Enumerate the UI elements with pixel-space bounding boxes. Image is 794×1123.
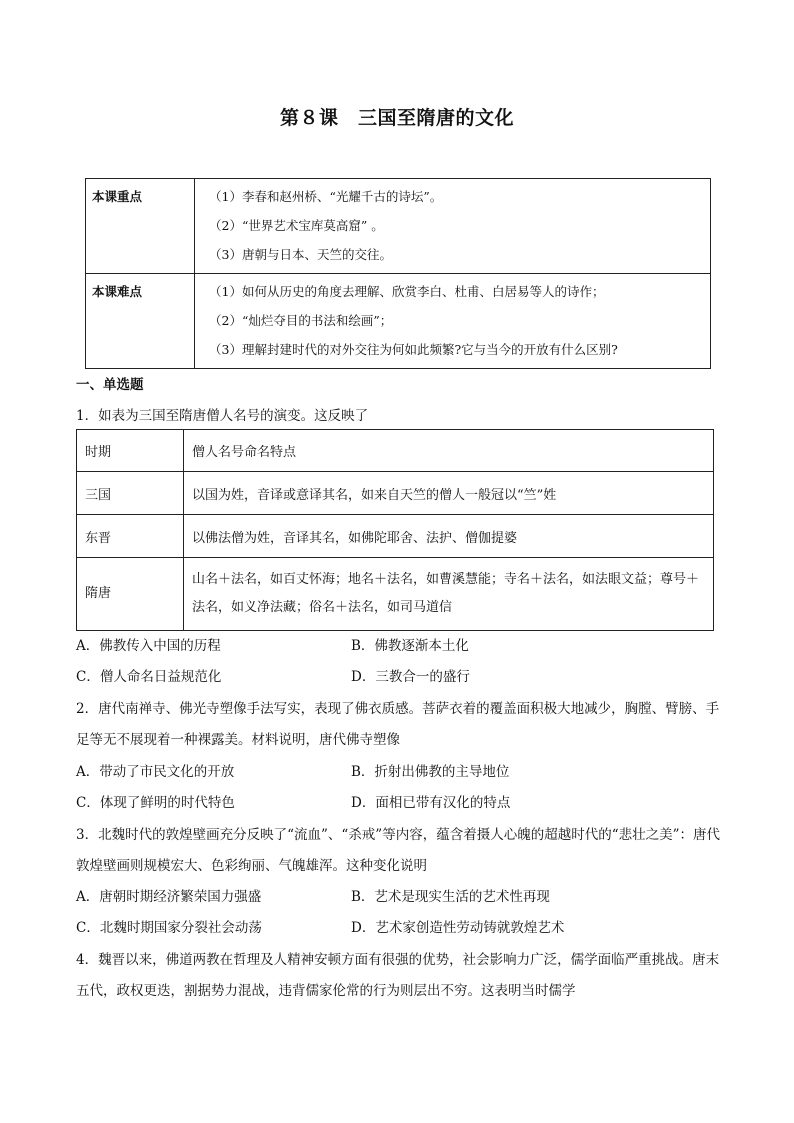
table-cell-period: 东晋 [77, 515, 184, 558]
focus-item: （3）唐朝与日本、天竺的交往。 [209, 247, 392, 262]
option-a[interactable]: A．唐朝时期经济繁荣国力强盛 [76, 889, 262, 905]
option-b[interactable]: B．折射出佛教的主导地位 [351, 764, 510, 780]
table-cell-feature: 山名＋法名，如百丈怀海；地名＋法名，如曹溪慧能；寺名＋法名，如法眼文益；尊号＋法名，如义净法藏；俗名＋法名，如司马道信 [184, 558, 714, 631]
question-stem: 4．魏晋以来，佛道两教在哲理及人精神安顿方面有很强的优势，社会影响力广泛，儒学面临严重挑战。唐末五代，政权更迭，割据势力混战，违背儒家伦常的行为则层出不穷。这表明当时儒学 [76, 952, 720, 999]
focus-heading-key-points: 本课重点 [86, 179, 195, 274]
table-header-cell: 时期 [77, 430, 184, 472]
question-stem: 1．如表为三国至隋唐僧人名号的演变。这反映了 [76, 408, 369, 424]
option-d[interactable]: D．三教合一的盛行 [351, 669, 470, 685]
option-b[interactable]: B．艺术是现实生活的艺术性再现 [351, 889, 550, 905]
monk-name-table [76, 429, 714, 631]
option-c[interactable]: C．僧人命名日益规范化 [76, 669, 222, 685]
option-c[interactable]: C．北魏时期国家分裂社会动荡 [76, 920, 262, 936]
table-cell-period: 三国 [77, 472, 184, 515]
focus-row-key-points [86, 179, 711, 274]
option-b[interactable]: B．佛教逐渐本土化 [351, 638, 469, 654]
table-cell-feature: 以佛法僧为姓，音译其名，如佛陀耶舍、法护、僧伽提婆 [184, 515, 714, 558]
table-header-cell: 僧人名号命名特点 [184, 430, 714, 472]
option-c[interactable]: C．体现了鲜明的时代特色 [76, 795, 235, 811]
question-2-options [76, 757, 726, 819]
focus-item: （2）“灿烂夺目的书法和绘画”； [209, 313, 393, 328]
question-4 [76, 945, 726, 1007]
page-title: 第８课 三国至隋唐的文化 [279, 107, 514, 129]
table-cell-period: 隋唐 [77, 558, 184, 631]
option-a[interactable]: A．佛教传入中国的历程 [76, 638, 221, 654]
option-d[interactable]: D．艺术家创造性劳动铸就敦煌艺术 [351, 920, 565, 936]
question-stem: 3．北魏时代的敦煌壁画充分反映了“流血”、“杀戒”等内容，蕴含着摄人心魄的超越时代的“悲壮之美”：唐代敦煌壁画则规模宏大、色彩绚丽、气魄雄浑。这种变化说明 [76, 827, 720, 874]
focus-items-key-points [195, 179, 711, 274]
table-header-row [77, 430, 714, 472]
question-2 [76, 694, 726, 756]
lesson-focus-table [85, 178, 711, 369]
table-cell-feature: 以国为姓，音译或意译其名，如来自天竺的僧人一般冠以“竺”姓 [184, 472, 714, 515]
focus-item: （1）如何从历史的角度去理解、欣赏李白、杜甫、白居易等人的诗作； [209, 284, 605, 299]
section-heading: 一、单选题 [76, 377, 144, 393]
option-a[interactable]: A．带动了市民文化的开放 [76, 764, 235, 780]
focus-row-difficulties [86, 274, 711, 369]
table-row [77, 515, 714, 558]
question-stem: 2．唐代南禅寺、佛光寺塑像手法写实，表现了佛衣质感。菩萨衣着的覆盖面积极大地减少，胸膛、臂膀、手足等无不展现着一种裸露美。材料说明，唐代佛寺塑像 [76, 701, 720, 748]
table-row [77, 472, 714, 515]
focus-items-difficulties [195, 274, 711, 369]
question-3 [76, 820, 726, 882]
option-d[interactable]: D．面相已带有汉化的特点 [351, 795, 511, 811]
table-row [77, 558, 714, 631]
focus-item: （2）“世界艺术宝库莫高窟” 。 [209, 218, 384, 233]
focus-heading-difficulties: 本课难点 [86, 274, 195, 369]
focus-item: （1）李春和赵州桥、“光耀千古的诗坛”。 [209, 189, 443, 204]
question-1-options [76, 631, 726, 693]
question-3-options [76, 882, 726, 944]
question-1 [76, 401, 726, 432]
focus-item: （3）理解封建时代的对外交往为何如此频繁?它与当今的开放有什么区别? [209, 342, 618, 357]
